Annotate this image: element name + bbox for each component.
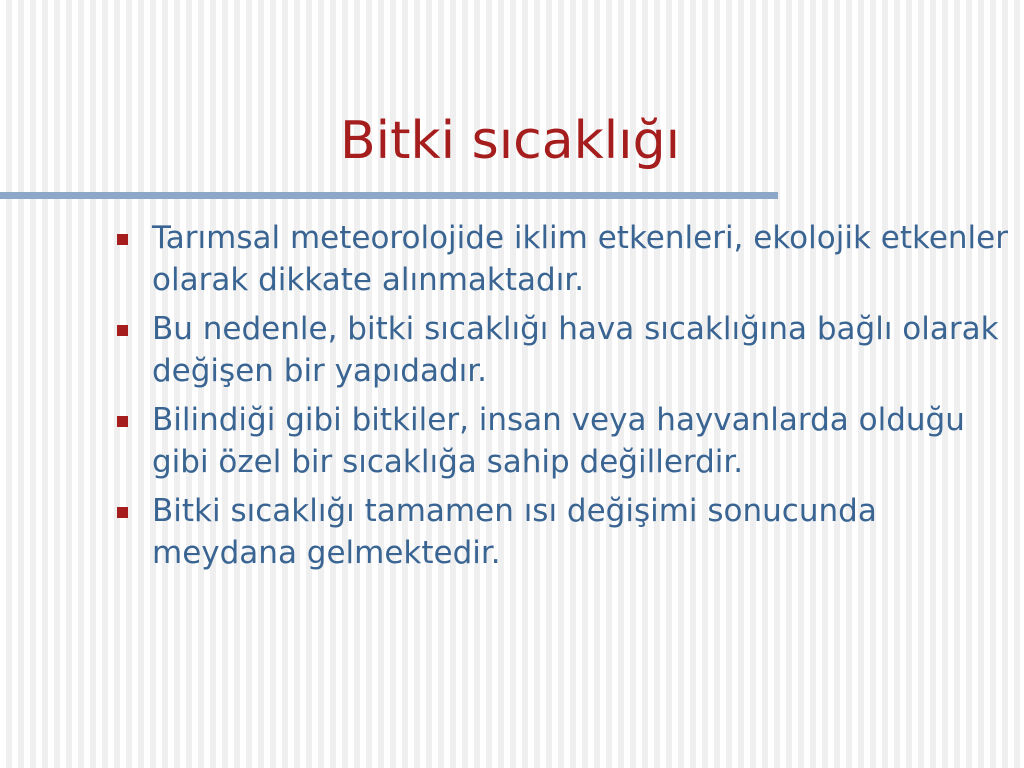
square-bullet-icon — [117, 416, 128, 427]
square-bullet-icon — [117, 325, 128, 336]
bullet-list — [112, 217, 1012, 581]
square-bullet-icon — [117, 507, 128, 518]
bullet-item — [112, 308, 1012, 392]
square-bullet-icon — [117, 234, 128, 245]
bullet-text: Tarımsal meteorolojide iklim etkenleri, ekolojik etkenler olarak dikkate alınmaktadır. — [152, 220, 1008, 298]
bullet-item — [112, 399, 1012, 483]
bullet-item — [112, 217, 1012, 301]
bullet-item — [112, 490, 1012, 574]
slide-title: Bitki sıcaklığı — [340, 111, 681, 171]
bullet-text: Bilindiği gibi bitkiler, insan veya hayvanlarda olduğu gibi özel bir sıcaklığa sahip değillerdir. — [152, 402, 965, 480]
title-divider — [0, 192, 778, 199]
bullet-text: Bu nedenle, bitki sıcaklığı hava sıcaklığına bağlı olarak değişen bir yapıdadır. — [152, 311, 999, 389]
bullet-text: Bitki sıcaklığı tamamen ısı değişimi sonucunda meydana gelmektedir. — [152, 493, 877, 571]
